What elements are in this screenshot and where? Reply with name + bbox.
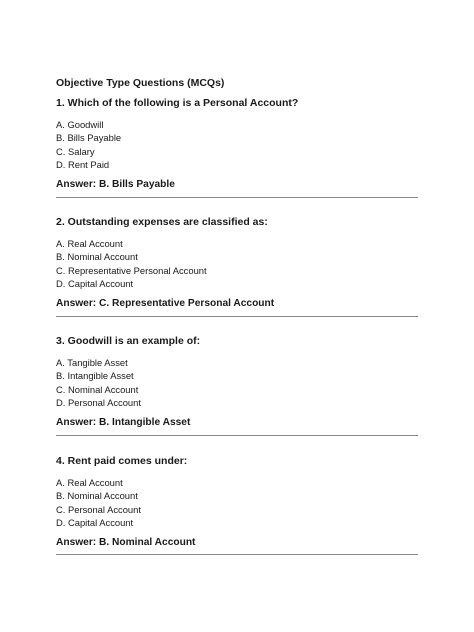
option-d: D. Capital Account (56, 278, 134, 290)
question-block-3 (56, 335, 418, 429)
option-a: A. Real Account (56, 477, 123, 488)
options-list (56, 476, 418, 530)
option-b: B. Nominal Account (56, 490, 138, 502)
document-title: Objective Type Questions (MCQs) (56, 77, 225, 89)
answer-text: Answer: B. Nominal Account (56, 536, 196, 548)
options-list (56, 356, 418, 410)
divider (56, 554, 418, 555)
divider (56, 197, 418, 198)
option-d: D. Capital Account (56, 517, 134, 529)
option-c: C. Personal Account (56, 503, 141, 515)
question-block-4 (56, 455, 418, 549)
divider (56, 316, 418, 317)
question-text: 2. Outstanding expenses are classified as: (56, 216, 268, 228)
option-d: D. Personal Account (56, 397, 141, 409)
option-a: A. Real Account (56, 238, 123, 249)
option-c: C. Representative Personal Account (56, 264, 207, 276)
question-block-1 (56, 97, 418, 191)
divider (56, 435, 418, 436)
options-list (56, 237, 418, 291)
option-b: B. Bills Payable (56, 132, 122, 144)
option-a: A. Goodwill (56, 119, 104, 130)
option-b: B. Intangible Asset (56, 370, 134, 382)
question-block-2 (56, 216, 418, 310)
question-text: 4. Rent paid comes under: (56, 455, 188, 467)
answer-text: Answer: B. Bills Payable (56, 178, 175, 190)
options-list (56, 118, 418, 172)
answer-text: Answer: B. Intangible Asset (56, 416, 191, 428)
option-c: C. Salary (56, 145, 95, 157)
answer-text: Answer: C. Representative Personal Account (56, 297, 275, 309)
question-text: 3. Goodwill is an example of: (56, 335, 201, 347)
option-a: A. Tangible Asset (56, 357, 128, 368)
question-text: 1. Which of the following is a Personal Account? (56, 97, 299, 109)
option-c: C. Nominal Account (56, 383, 139, 395)
option-d: D. Rent Paid (56, 159, 110, 171)
option-b: B. Nominal Account (56, 251, 138, 263)
